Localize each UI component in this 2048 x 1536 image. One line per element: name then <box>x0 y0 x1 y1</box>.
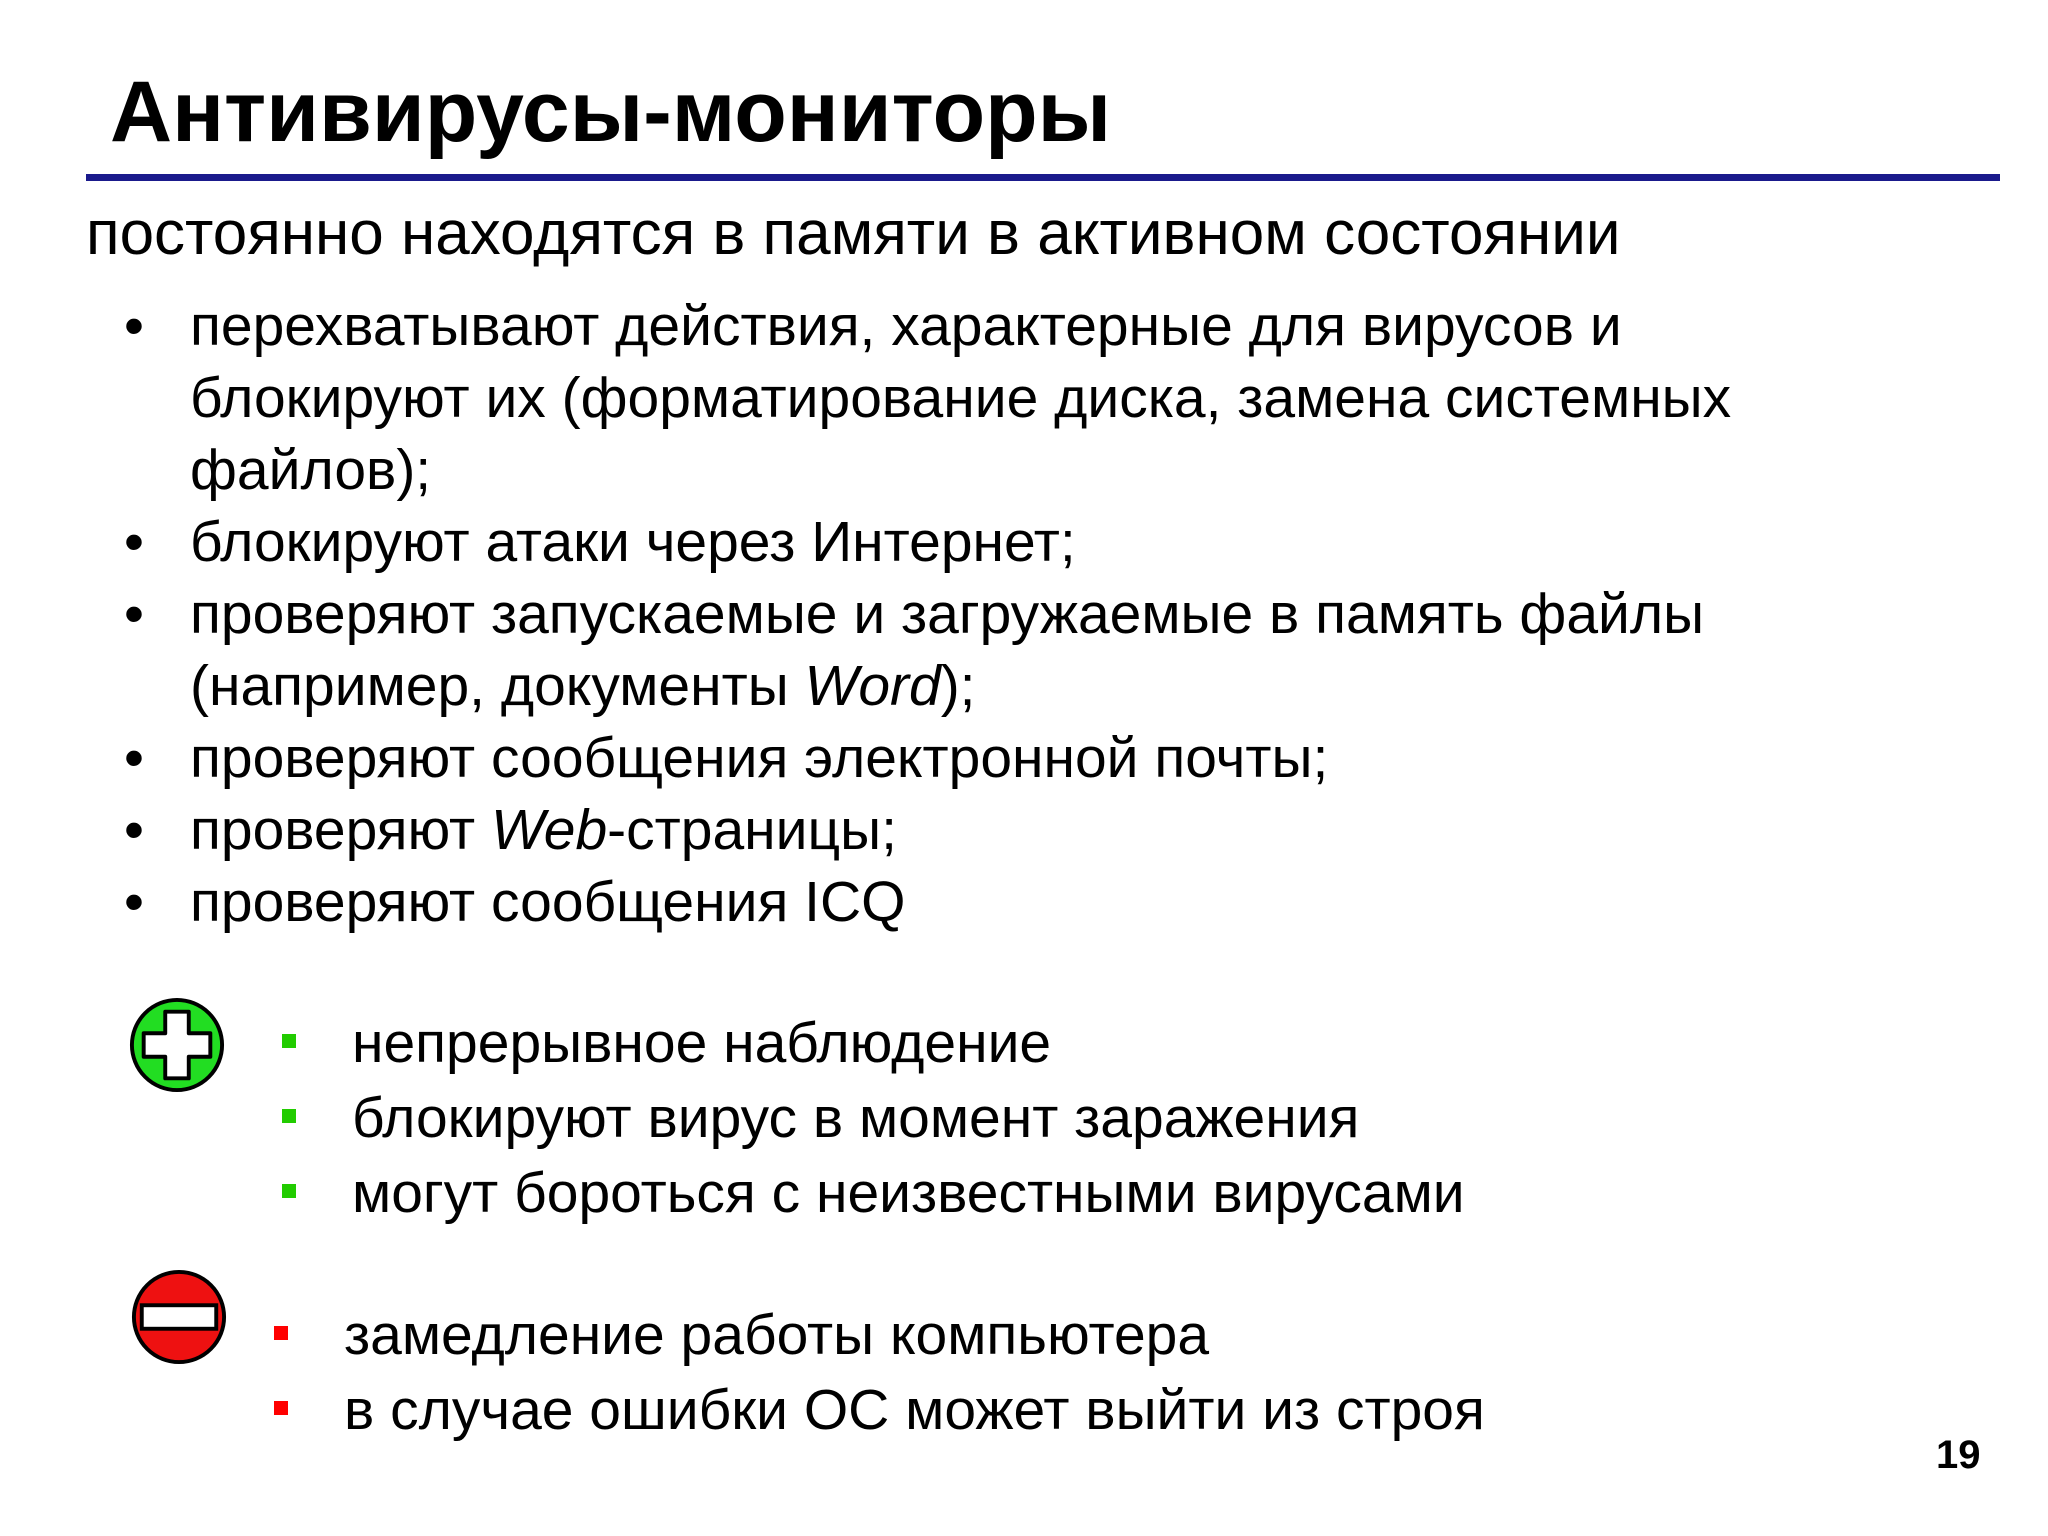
bullet-square <box>282 1184 296 1198</box>
slide-title: Антивирусы-мониторы <box>110 64 1112 160</box>
list-item: в случае ошибки ОС может выйти из строя <box>274 1373 1485 1448</box>
list-item: замедление работы компьютера <box>274 1298 1485 1373</box>
list-item <box>0 578 1731 722</box>
item-line: блокируют атаки через Интернет; <box>190 510 1076 574</box>
list-item: могут бороться с неизвестными вирусами <box>282 1156 1465 1231</box>
minus-icon <box>130 1268 228 1366</box>
list-item <box>0 866 1731 938</box>
cons-list <box>274 1298 1485 1448</box>
item-line: перехватывают действия, характерные для вирусов и <box>190 294 1622 358</box>
item-line: (например, документы Word); <box>190 654 976 718</box>
item-line: файлов); <box>190 438 432 502</box>
bullet-square <box>274 1401 288 1415</box>
bullet-dot: • <box>124 798 144 862</box>
plus-icon <box>128 996 226 1094</box>
bullet-dot: • <box>124 510 144 574</box>
bullet-square <box>282 1109 296 1123</box>
item-line: проверяют сообщения электронной почты; <box>190 726 1329 790</box>
page-number: 19 <box>1936 1433 1981 1477</box>
list-item: непрерывное наблюдение <box>282 1006 1465 1081</box>
bullet-dot: • <box>124 726 144 790</box>
list-item <box>0 290 1731 506</box>
bullet-dot: • <box>124 582 144 646</box>
item-line: проверяют сообщения ICQ <box>190 870 906 934</box>
list-item <box>0 506 1731 578</box>
bullet-dot: • <box>124 870 144 934</box>
slide-subtitle: постоянно находятся в памяти в активном состоянии <box>86 199 1621 268</box>
list-item: блокируют вирус в момент заражения <box>282 1081 1465 1156</box>
bullet-square <box>282 1034 296 1048</box>
list-item <box>0 722 1731 794</box>
bullet-dot: • <box>124 294 144 358</box>
item-line: проверяют Web-страницы; <box>190 798 897 862</box>
bullet-square <box>274 1326 288 1340</box>
title-divider <box>86 174 2000 181</box>
item-line: блокируют их (форматирование диска, замена системных <box>190 366 1732 430</box>
item-line: проверяют запускаемые и загружаемые в память файлы <box>190 582 1705 646</box>
pros-list <box>282 1006 1465 1231</box>
list-item <box>0 794 1731 866</box>
feature-list <box>0 290 1731 938</box>
